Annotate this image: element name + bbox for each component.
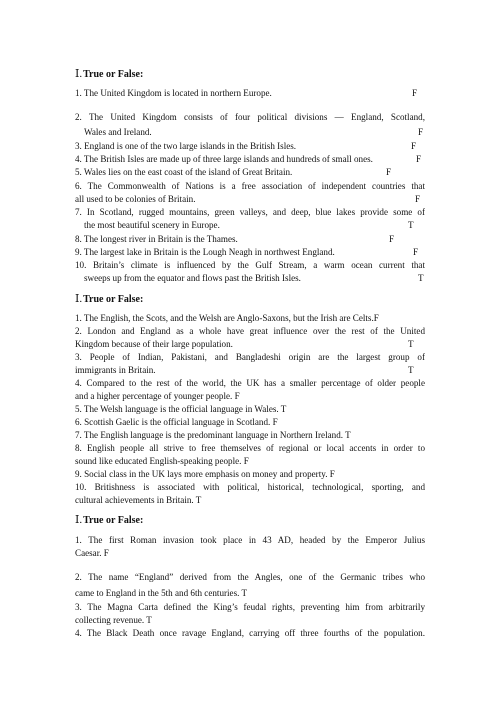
- section-1-line-14: sweeps up from the equator and flows past the British Isles. T: [84, 273, 424, 283]
- section-2-line-9: 6. Scottish Gaelic is the official language in Scotland. F: [75, 417, 278, 427]
- section-2-line-12: sound like educated English-speaking people. F: [75, 456, 249, 466]
- answer-mark: F: [389, 234, 395, 244]
- answer-mark: F: [411, 141, 417, 151]
- answer-mark: F: [413, 247, 419, 257]
- section-2-line-1: 1. The English, the Scots, and the Welsh are Anglo-Saxons, but the Irish are Celts.F: [75, 313, 379, 323]
- section-1-heading-text: True or False:: [83, 69, 144, 80]
- section-2-heading-text: True or False:: [83, 294, 144, 305]
- section-2-heading-numeral: Ⅰ.: [75, 293, 83, 305]
- section-3-line-1: 1. The first Roman invasion took place in 43 AD, headed by the Emperor Julius: [75, 535, 425, 545]
- answer-mark: F: [415, 194, 421, 204]
- answer-mark: T: [418, 273, 424, 283]
- section-3-line-5: 3. The Magna Carta defined the King’s feudal rights, preventing him from arbitrarily: [75, 602, 425, 612]
- section-2-line-3: Kingdom because of their large population. T: [75, 339, 414, 349]
- section-1-line-12: 9. The largest lake in Britain is the Lough Neagh in northwest England. F: [75, 247, 419, 257]
- section-1-line-11: 8. The longest river in Britain is the Thames. F: [75, 234, 395, 244]
- section-3-heading: [75, 514, 425, 527]
- section-3-line-4: came to England in the 5th and 6th centuries. T: [75, 588, 248, 598]
- section-1-line-8: all used to be colonies of Britain. F: [75, 194, 421, 204]
- section-2-line-6: 4. Compared to the rest of the world, the UK has a smaller percentage of older people: [75, 378, 425, 388]
- section-1-line-1: 1. The United Kingdom is located in northern Europe. F: [75, 88, 418, 98]
- section-2-heading: [75, 293, 425, 306]
- section-2-line-13: 9. Social class in the UK lays more emphasis on money and property. F: [75, 469, 335, 479]
- section-2-line-5: immigrants in Britain. T: [75, 365, 414, 375]
- section-1-line-9: 7. In Scotland, rugged mountains, green valleys, and deep, blue lakes provide some of: [75, 207, 425, 217]
- section-3-line-6: collecting revenue. T: [75, 615, 152, 625]
- section-2-line-15: cultural achievements in Britain. T: [75, 495, 202, 505]
- section-2-line-14: 10. Britishness is associated with political, historical, technological, sporting, and: [75, 482, 425, 492]
- section-1-line-3: Wales and Ireland. F: [84, 127, 424, 137]
- section-3-heading-text: True or False:: [83, 515, 144, 526]
- answer-mark: T: [408, 365, 414, 375]
- section-3-line-3: 2. The name “England” derived from the Angles, one of the Germanic tribes who: [75, 572, 425, 582]
- section-2-line-11: 8. English people all strive to free themselves of regional or local accents in order to: [75, 443, 425, 453]
- answer-mark: T: [408, 339, 414, 349]
- section-2-line-2: 2. London and England as a whole have great influence over the rest of the United: [75, 326, 425, 336]
- section-2-line-4: 3. People of Indian, Pakistani, and Bangladeshi origin are the largest group of: [75, 352, 425, 362]
- section-1-line-10: the most beautiful scenery in Europe. T: [84, 220, 414, 230]
- section-3-line-7: 4. The Black Death once ravage England, carrying off three fourths of the population.: [75, 628, 425, 638]
- section-1-heading: [75, 68, 425, 81]
- section-3-heading-numeral: Ⅰ.: [75, 514, 83, 526]
- section-1-line-2: 2. The United Kingdom consists of four political divisions — England, Scotland,: [75, 112, 425, 122]
- section-1-line-4: 3. England is one of the two large islands in the British Isles. F: [75, 141, 417, 151]
- answer-mark: F: [416, 154, 422, 164]
- section-2-line-10: 7. The English language is the predominant language in Northern Ireland. T: [75, 430, 351, 440]
- answer-mark: T: [408, 220, 414, 230]
- section-3-line-2: Caesar. F: [75, 548, 109, 558]
- section-2-line-7: and a higher percentage of younger people. F: [75, 391, 240, 401]
- answer-mark: F: [386, 167, 392, 177]
- section-1-line-5: 4. The British Isles are made up of three large islands and hundreds of small ones. F: [75, 154, 422, 164]
- section-1-heading-numeral: Ⅰ.: [75, 68, 83, 80]
- section-1-line-6: 5. Wales lies on the east coast of the island of Great Britain. F: [75, 167, 392, 177]
- section-2-line-8: 5. The Welsh language is the official language in Wales. T: [75, 404, 287, 414]
- section-1-line-13: 10. Britain’s climate is influenced by the Gulf Stream, a warm ocean current that: [75, 260, 425, 270]
- answer-mark: F: [412, 88, 418, 98]
- answer-mark: F: [418, 127, 424, 137]
- section-1-line-7: 6. The Commonwealth of Nations is a free association of independent countries that: [75, 181, 425, 191]
